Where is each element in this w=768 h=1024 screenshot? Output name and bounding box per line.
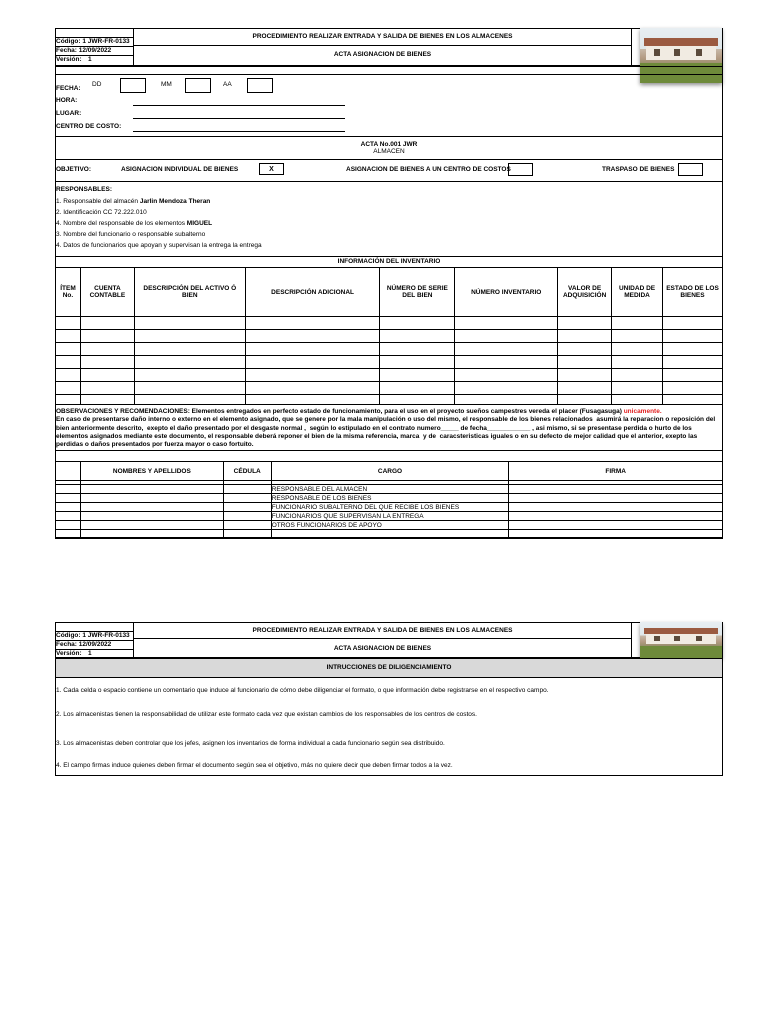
acta-number: ACTA No.001 JWR — [360, 141, 418, 148]
signature-table — [55, 461, 723, 539]
instruction-item: 3. Los almacenistas deben controlar que los jefes, asignen los inventarios de forma individual a cada funcionario según sea distribuido. — [56, 740, 445, 747]
objetivo-traspaso-checkbox[interactable] — [678, 163, 703, 176]
instructions-title: INTRUCCIONES DE DILIGENCIAMIENTO — [326, 664, 452, 671]
instruction-item: 4. El campo firmas induce quienes deben firmar el documento según sea el objetivo, más no quiere decir que deben firmar todos a la vez. — [56, 762, 453, 769]
dd-field[interactable] — [120, 78, 146, 93]
table-row[interactable] — [56, 503, 723, 512]
cargo-cell: RESPONSABLE DE LOS BIENES — [271, 494, 509, 503]
table-row[interactable] — [56, 369, 723, 382]
doc-subtitle-2: ACTA ASIGNACION DE BIENES — [333, 645, 432, 652]
responsable-almacen-name: Jarlin Mendoza Theran — [139, 198, 211, 205]
table-row[interactable] — [56, 382, 723, 395]
table-row[interactable] — [56, 330, 723, 343]
table-row[interactable] — [56, 512, 723, 521]
responsable-identificacion: 2. Identificación CC 72.222.010 — [56, 209, 147, 216]
doc-title: PROCEDIMIENTO REALIZAR ENTRADA Y SALIDA DE BIENES EN LOS ALMACENES — [252, 33, 513, 40]
col-serie: NÚMERO DE SERIE DEL BIEN — [380, 268, 455, 317]
col-cargo: CARGO — [271, 462, 509, 481]
col-item: ÍTEM No. — [56, 268, 81, 317]
cargo-cell: FUNCIONARIO SUBALTERNO DEL QUE RECIBE LOS BIENES — [271, 503, 509, 512]
responsable-subalterno: 3. Nombre del funcionario o responsable subalterno — [56, 231, 206, 238]
cargo-cell: FUNCIONARIOS QUE SUPERVISAN LA ENTREGA — [271, 512, 509, 521]
table-row[interactable] — [56, 494, 723, 503]
doc-version-label-2: Versión: — [56, 650, 82, 657]
observaciones-part1: OBSERVACIONES Y RECOMENDACIONES: Elementos entregados en perfecto estado de funcionamiento, para el uso en el proyecto sueños campestres vereda el placer (Fusagasuga) — [56, 408, 624, 415]
col-estado: ESTADO DE LOS BIENES — [663, 268, 723, 317]
responsables-title: RESPONSABLES: — [56, 186, 112, 193]
signature-header-row — [56, 462, 723, 481]
observaciones-text — [56, 408, 733, 449]
col-valor: VALOR DE ADQUISICIÓN — [558, 268, 612, 317]
doc-title-2: PROCEDIMIENTO REALIZAR ENTRADA Y SALIDA DE BIENES EN LOS ALMACENES — [252, 627, 513, 634]
table-row[interactable] — [56, 317, 723, 330]
table-row[interactable] — [56, 356, 723, 369]
house-photo-2 — [640, 622, 722, 658]
instruction-item: 2. Los almacenistas tienen la responsabilidad de utilizar este formato cada vez que existan cambios de los responsables de los centros de costos. — [56, 711, 477, 718]
inventory-header-row — [56, 268, 723, 317]
objetivo-individual-label: ASIGNACION INDIVIDUAL DE BIENES — [121, 166, 239, 173]
hora-label: HORA: — [56, 97, 78, 104]
col-descripcion: DESCRIPCIÓN DEL ACTIVO Ó BIEN — [134, 268, 245, 317]
col-firma: FIRMA — [509, 462, 723, 481]
acta-place: ALMACEN — [373, 148, 405, 155]
col-nombres: NOMBRES Y APELLIDOS — [80, 462, 223, 481]
observaciones-highlight: unicamente. — [623, 408, 662, 415]
col-descripcion-adicional: DESCRIPCIÓN ADICIONAL — [245, 268, 380, 317]
dd-label: DD — [92, 81, 102, 88]
col-cuenta: CUENTA CONTABLE — [80, 268, 134, 317]
observaciones-part2: En caso de presentarse daño interno o externo en el elemento asignado, que se genere por la mala manipulación o uso del mismo, el responsable de los bienes relacionados asumirá la reparacion o reposición del bien anteriormente descrito, exepto el daño presentado por el desgaste normal , según lo estipulado en el contrato numero_____ de fecha____________ , asi mismo, si se presentase perdida o hurto de los elementos asignados mediante este documento, el responsable deberá reponer el bien de la misma referencia, marca y de caracsteristicas iguales o en su defecto de mejor calidad que el anterior, exepto las perdidas o daños presentados por fuerza mayor o caso fortuito. — [56, 408, 733, 449]
col-inventario: NÚMERO INVENTARIO — [455, 268, 558, 317]
responsable-almacen — [56, 198, 210, 205]
inventory-title: INFORMACIÓN DEL INVENTARIO — [337, 258, 441, 265]
col-unidad: UNIDAD DE MEDIDA — [612, 268, 663, 317]
doc-subtitle: ACTA ASIGNACION DE BIENES — [333, 51, 432, 58]
hora-field[interactable] — [133, 105, 345, 106]
doc-date: Fecha: 12/09/2022 — [56, 47, 112, 54]
objetivo-centro-costos-label: ASIGNACION DE BIENES A UN CENTRO DE COSTOS — [346, 166, 511, 173]
responsable-almacen-prefix: 1. Responsable del almacén — [56, 198, 140, 205]
responsable-elementos-prefix: 4. Nombre del responsable de los elementos — [56, 220, 187, 227]
fecha-label: FECHA: — [56, 85, 81, 92]
lugar-field[interactable] — [133, 118, 345, 119]
doc-version-label: Versión: — [56, 56, 82, 63]
aa-label: AA — [223, 81, 232, 88]
doc-date-2: Fecha: 12/09/2022 — [56, 641, 112, 648]
cargo-cell: OTROS FUNCIONARIOS DE APOYO — [271, 521, 509, 530]
centro-costo-field[interactable] — [133, 131, 345, 132]
table-row[interactable] — [56, 343, 723, 356]
cargo-cell: RESPONSABLE DEL ALMACEN — [271, 485, 509, 494]
responsable-apoyo: 4. Datos de funcionarios que apoyan y supervisan la entrega la entrega — [56, 242, 262, 249]
lugar-label: LUGAR: — [56, 110, 82, 117]
objetivo-centro-costos-checkbox[interactable] — [508, 163, 533, 176]
mm-label: MM — [161, 81, 172, 88]
table-row[interactable] — [56, 485, 723, 494]
col-cedula: CÉDULA — [223, 462, 271, 481]
objetivo-individual-checkbox[interactable]: X — [259, 163, 284, 175]
doc-code-2: Código: 1 JWR-FR-0133 — [56, 632, 130, 639]
doc-version-value: 1 — [88, 56, 92, 63]
responsable-elementos — [56, 220, 212, 227]
doc-code: Código: 1 JWR-FR-0133 — [56, 38, 130, 45]
inventory-table — [55, 267, 723, 405]
mm-field[interactable] — [185, 78, 211, 93]
instruction-item: 1. Cada celda o espacio contiene un comentario que induce al funcionario de cómo debe diligenciar el formato, o que información debe registrarse en el respectivo campo. — [56, 687, 549, 694]
table-row[interactable] — [56, 521, 723, 530]
objetivo-label: OBJETIVO: — [56, 166, 92, 173]
objetivo-traspaso-label: TRASPASO DE BIENES — [602, 166, 675, 173]
centro-costo-label: CENTRO DE COSTO: — [56, 123, 122, 130]
table-row[interactable] — [56, 395, 723, 405]
aa-field[interactable] — [247, 78, 273, 93]
doc-version-value-2: 1 — [88, 650, 92, 657]
responsable-elementos-name: MIGUEL — [186, 220, 213, 227]
